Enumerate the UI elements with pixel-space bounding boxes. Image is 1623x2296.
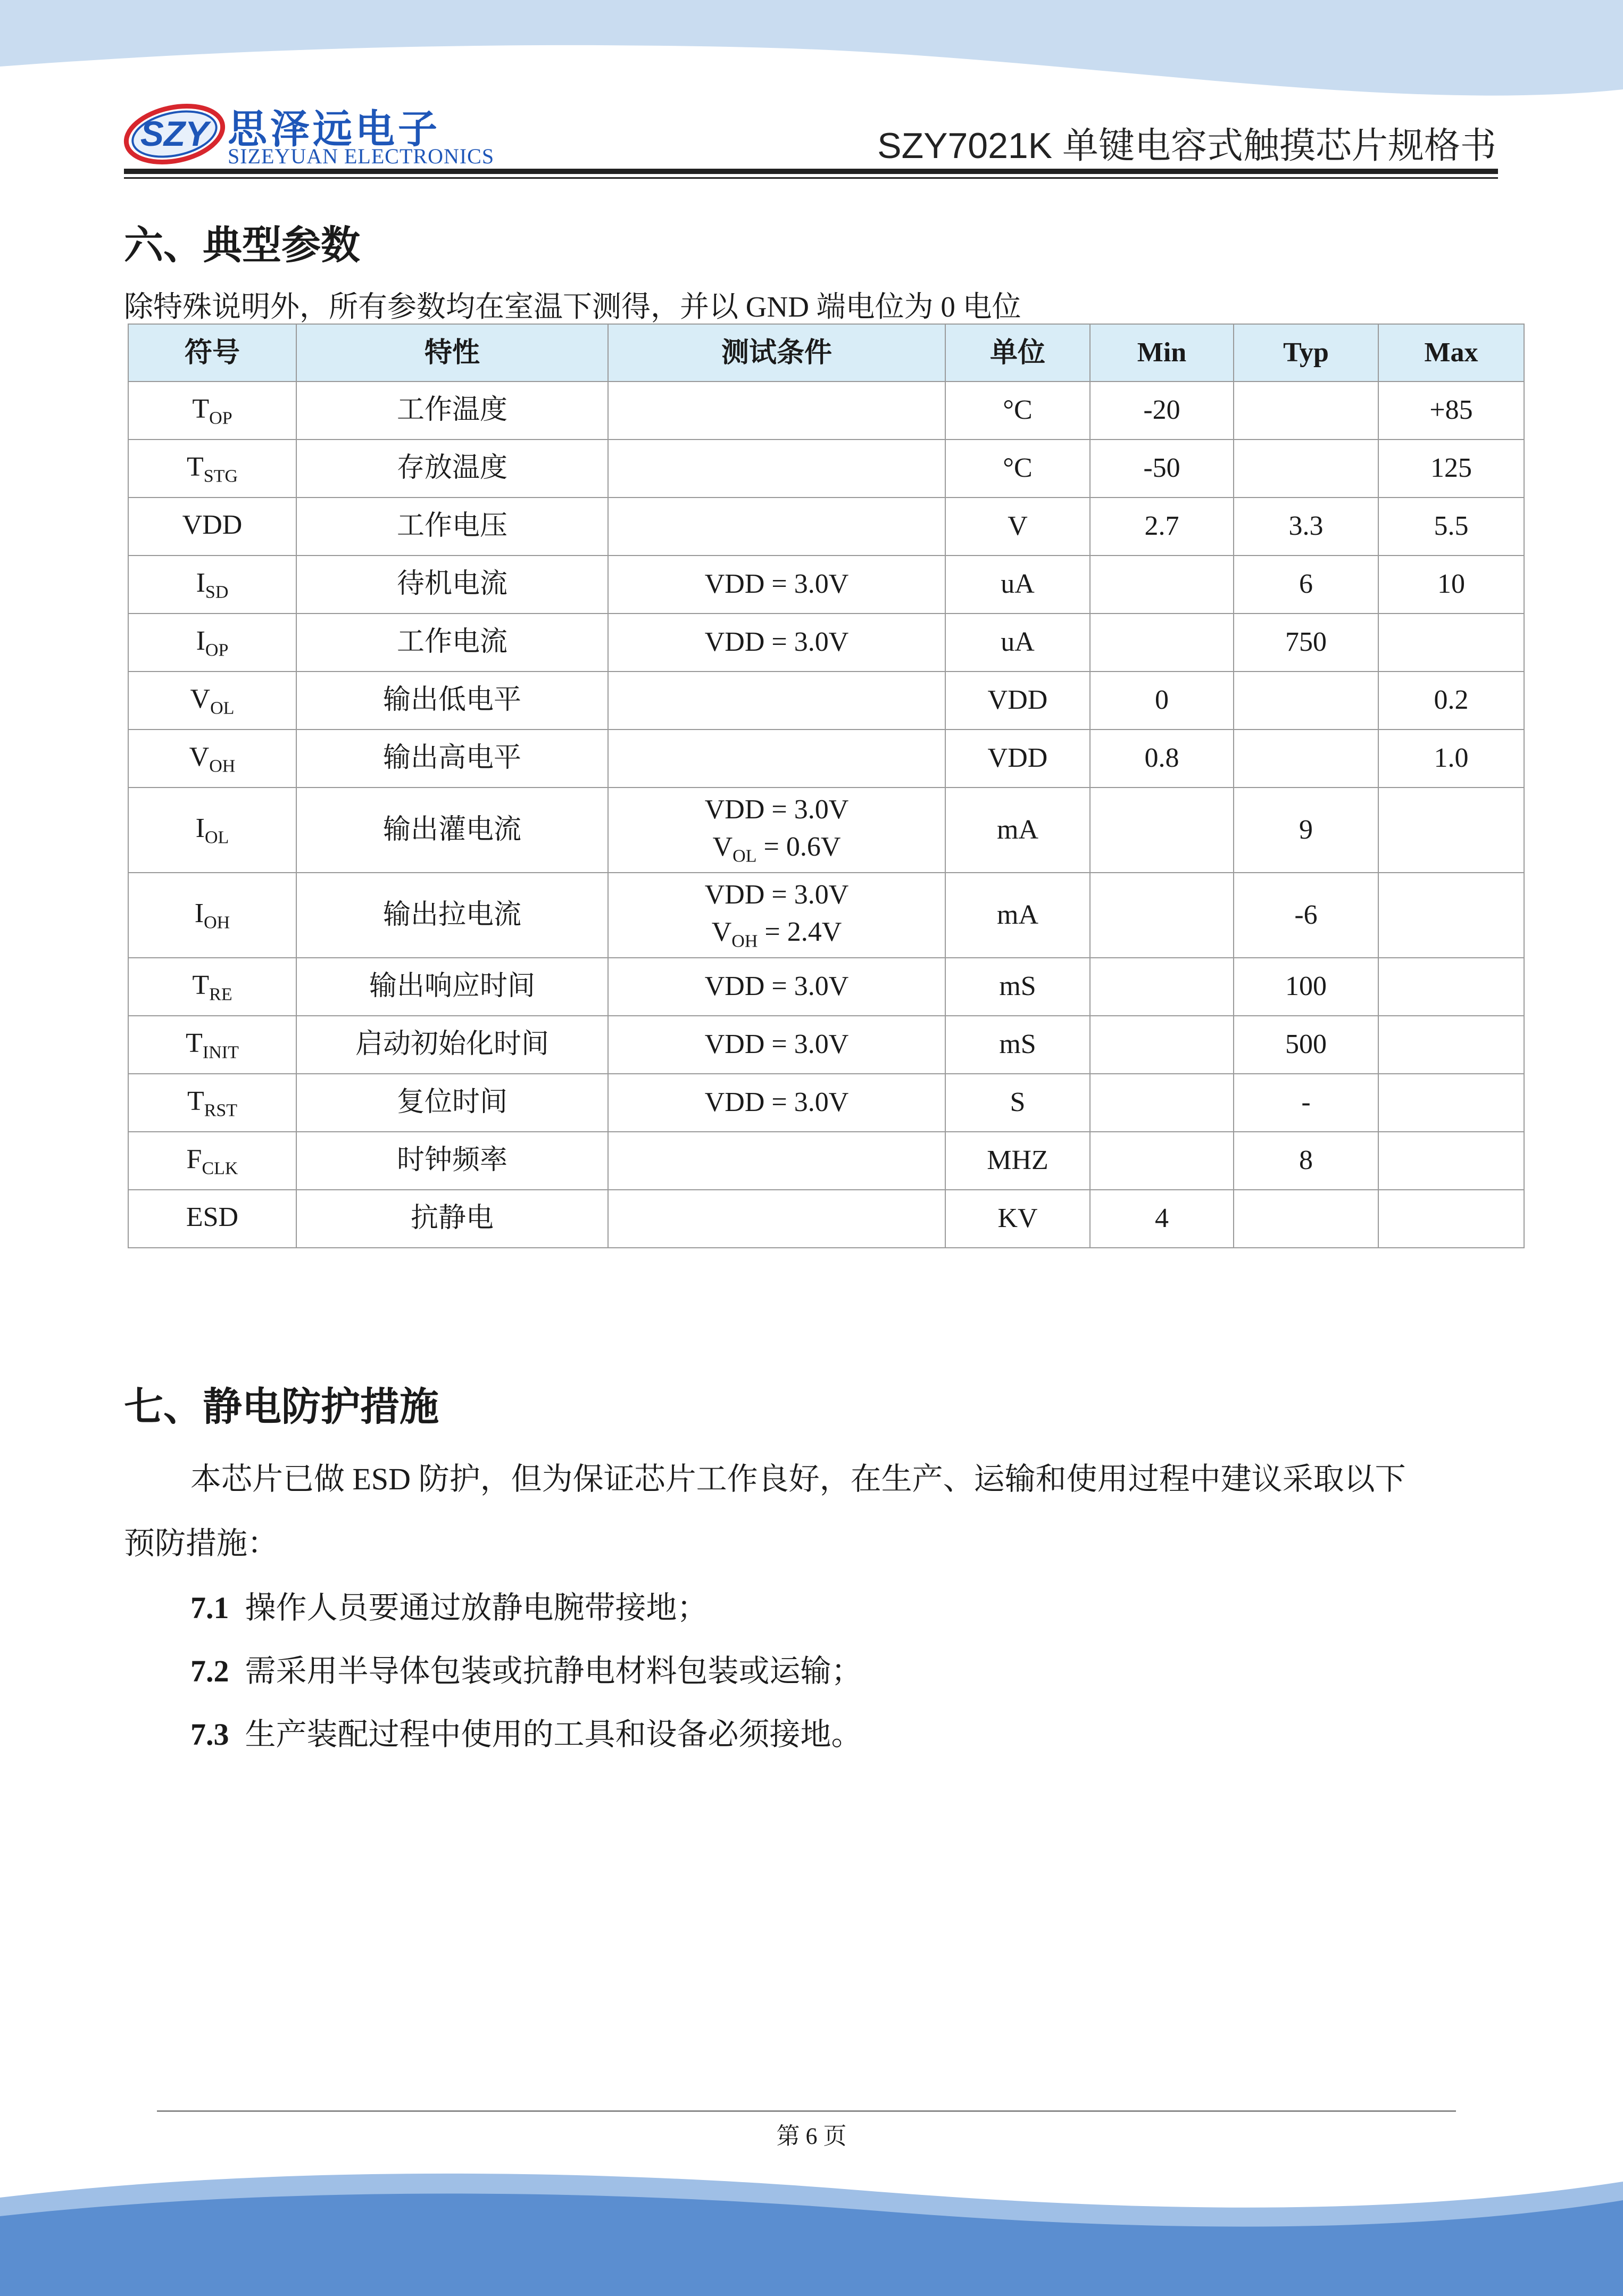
cell-min: 0 [1090, 672, 1234, 730]
condition-primary: VDD = 3.0V [704, 627, 849, 658]
symbol-subscript: CLK [202, 1158, 238, 1179]
column-header: 符号 [128, 324, 296, 382]
cell-condition [608, 1074, 945, 1132]
szy-logo-icon [121, 95, 228, 169]
list-item [190, 1582, 708, 1627]
cell-characteristic: 输出灌电流 [296, 788, 608, 873]
cell-typ [1234, 440, 1378, 498]
cell-symbol [128, 958, 296, 1016]
cell-characteristic: 工作电流 [296, 614, 608, 672]
cell-typ [1234, 730, 1378, 788]
cell-condition [608, 382, 945, 440]
table-row [128, 1016, 1524, 1074]
cell-characteristic: 复位时间 [296, 1074, 608, 1132]
table-header-row [128, 324, 1524, 382]
symbol-text: T [192, 393, 210, 424]
cell-unit: mS [945, 1016, 1090, 1074]
cell-unit: °C [945, 382, 1090, 440]
symbol-subscript: OL [205, 827, 229, 848]
list-item-number: 7.2 [190, 1654, 229, 1688]
cell-symbol [128, 440, 296, 498]
cell-max [1378, 1016, 1524, 1074]
list-item [190, 1646, 862, 1690]
cell-min: -50 [1090, 440, 1234, 498]
condition-primary: VDD = 3.0V [704, 880, 849, 910]
table-row [128, 440, 1524, 498]
table-row [128, 1132, 1524, 1190]
cell-characteristic: 待机电流 [296, 556, 608, 614]
cell-symbol [128, 1132, 296, 1190]
cell-typ: -6 [1234, 873, 1378, 958]
list-item-text: 操作人员要通过放静电腕带接地； [245, 1590, 708, 1625]
cell-typ: 9 [1234, 788, 1378, 873]
condition-secondary-value: = 2.4V [758, 917, 842, 948]
symbol-text: ESD [186, 1201, 239, 1232]
cell-symbol [128, 672, 296, 730]
table-row [128, 730, 1524, 788]
cell-min [1090, 873, 1234, 958]
cell-symbol [128, 873, 296, 958]
cell-max: +85 [1378, 382, 1524, 440]
cell-typ: 8 [1234, 1132, 1378, 1190]
list-item [190, 1709, 862, 1754]
bottom-wave-decoration [0, 2160, 1623, 2296]
table-body [128, 382, 1524, 1248]
list-item-number: 7.1 [190, 1590, 229, 1625]
symbol-subscript: OP [205, 640, 229, 660]
cell-min [1090, 788, 1234, 873]
table-row [128, 1074, 1524, 1132]
cell-characteristic: 抗静电 [296, 1190, 608, 1248]
cell-max: 5.5 [1378, 498, 1524, 556]
cell-typ: - [1234, 1074, 1378, 1132]
cell-condition [608, 498, 945, 556]
cell-condition [608, 1132, 945, 1190]
cell-unit: V [945, 498, 1090, 556]
cell-symbol [128, 556, 296, 614]
symbol-text: I [196, 567, 205, 598]
symbol-text: T [187, 1085, 204, 1116]
column-header: 特性 [296, 324, 608, 382]
cell-characteristic: 存放温度 [296, 440, 608, 498]
cell-characteristic: 输出拉电流 [296, 873, 608, 958]
logo-chinese-name: 思泽远电子 [228, 106, 440, 152]
cell-typ: 500 [1234, 1016, 1378, 1074]
cell-max [1378, 614, 1524, 672]
cell-characteristic: 启动初始化时间 [296, 1016, 608, 1074]
condition-secondary-subscript: OL [733, 846, 757, 866]
condition-secondary-subscript: OH [731, 931, 758, 951]
cell-symbol [128, 1190, 296, 1248]
cell-condition [608, 958, 945, 1016]
footer-rule [157, 2110, 1456, 2112]
cell-characteristic: 输出低电平 [296, 672, 608, 730]
symbol-subscript: SD [205, 582, 229, 602]
symbol-text: T [187, 451, 204, 482]
table-row [128, 556, 1524, 614]
list-item-number: 7.3 [190, 1717, 229, 1752]
condition-primary: VDD = 3.0V [704, 1029, 849, 1060]
cell-symbol [128, 614, 296, 672]
condition-primary: VDD = 3.0V [704, 971, 849, 1002]
column-header: Min [1090, 324, 1234, 382]
logo-mark-text: SZY [140, 114, 209, 153]
cell-typ: 3.3 [1234, 498, 1378, 556]
column-header: 测试条件 [608, 324, 945, 382]
symbol-subscript: RST [204, 1100, 238, 1121]
cell-unit: mA [945, 873, 1090, 958]
symbol-subscript: OL [210, 698, 235, 718]
cell-symbol [128, 382, 296, 440]
cell-typ: 100 [1234, 958, 1378, 1016]
section-7-paragraph-line1: 本芯片已做 ESD 防护，但为保证芯片工作良好，在生产、运输和使用过程中建议采取以下 [190, 1462, 1406, 1496]
page-number: 第 6 页 [776, 2123, 847, 2149]
header-rule-thick [124, 169, 1498, 174]
symbol-subscript: OH [209, 756, 236, 776]
cell-max: 1.0 [1378, 730, 1524, 788]
cell-condition [608, 788, 945, 873]
table-row [128, 958, 1524, 1016]
cell-unit: °C [945, 440, 1090, 498]
cell-typ: 6 [1234, 556, 1378, 614]
symbol-text: VDD [182, 509, 243, 540]
cell-condition [608, 1190, 945, 1248]
cell-characteristic: 工作电压 [296, 498, 608, 556]
cell-max: 125 [1378, 440, 1524, 498]
cell-min [1090, 1074, 1234, 1132]
cell-min: -20 [1090, 382, 1234, 440]
cell-max [1378, 1190, 1524, 1248]
cell-unit: uA [945, 556, 1090, 614]
symbol-text: I [196, 625, 205, 656]
cell-characteristic: 时钟频率 [296, 1132, 608, 1190]
table-row [128, 382, 1524, 440]
cell-symbol [128, 1016, 296, 1074]
header-rule-thin [124, 177, 1498, 179]
cell-min [1090, 958, 1234, 1016]
cell-condition [608, 556, 945, 614]
cell-min [1090, 556, 1234, 614]
cell-condition [608, 730, 945, 788]
table-row [128, 614, 1524, 672]
cell-min [1090, 614, 1234, 672]
cell-characteristic: 输出响应时间 [296, 958, 608, 1016]
logo-english-name: SIZEYUAN ELECTRONICS [228, 144, 495, 168]
condition-secondary-symbol: V [711, 917, 732, 948]
cell-unit: VDD [945, 672, 1090, 730]
cell-typ: 750 [1234, 614, 1378, 672]
cell-min [1090, 1016, 1234, 1074]
cell-typ [1234, 672, 1378, 730]
cell-symbol [128, 730, 296, 788]
cell-condition [608, 1016, 945, 1074]
cell-symbol [128, 788, 296, 873]
symbol-text: F [186, 1143, 202, 1174]
condition-primary: VDD = 3.0V [704, 1087, 849, 1118]
column-header: 单位 [945, 324, 1090, 382]
condition-secondary-value: = 0.6V [756, 832, 841, 863]
symbol-text: V [190, 683, 211, 714]
cell-unit: S [945, 1074, 1090, 1132]
condition-primary: VDD = 3.0V [704, 569, 849, 600]
column-header: Typ [1234, 324, 1378, 382]
cell-condition [608, 873, 945, 958]
symbol-text: I [194, 898, 204, 929]
table-row [128, 672, 1524, 730]
cell-unit: uA [945, 614, 1090, 672]
symbol-text: I [195, 813, 205, 844]
list-item-text: 生产装配过程中使用的工具和设备必须接地。 [245, 1717, 862, 1752]
column-header: Max [1378, 324, 1524, 382]
cell-typ [1234, 1190, 1378, 1248]
cell-unit: mS [945, 958, 1090, 1016]
condition-secondary-symbol: V [712, 832, 733, 863]
cell-condition [608, 614, 945, 672]
cell-min [1090, 1132, 1234, 1190]
cell-characteristic: 输出高电平 [296, 730, 608, 788]
cell-unit: KV [945, 1190, 1090, 1248]
cell-max [1378, 958, 1524, 1016]
cell-min: 0.8 [1090, 730, 1234, 788]
symbol-subscript: INIT [202, 1042, 239, 1063]
cell-unit: VDD [945, 730, 1090, 788]
document-title: SZY7021K 单键电容式触摸芯片规格书 [877, 126, 1496, 166]
cell-max [1378, 1132, 1524, 1190]
symbol-subscript: OH [204, 913, 230, 933]
symbol-text: T [192, 969, 210, 1000]
company-logo [121, 95, 495, 169]
cell-max: 10 [1378, 556, 1524, 614]
cell-max: 0.2 [1378, 672, 1524, 730]
condition-primary: VDD = 3.0V [704, 794, 849, 825]
top-wave-decoration [0, 0, 1623, 106]
symbol-subscript: STG [203, 466, 238, 486]
symbol-text: V [189, 741, 210, 772]
cell-min: 2.7 [1090, 498, 1234, 556]
symbol-subscript: RE [209, 984, 232, 1005]
cell-unit: mA [945, 788, 1090, 873]
cell-condition [608, 440, 945, 498]
parameters-table [128, 324, 1525, 1248]
table-row [128, 788, 1524, 873]
list-item-text: 需采用半导体包装或抗静电材料包装或运输； [245, 1654, 862, 1688]
cell-typ [1234, 382, 1378, 440]
section-7-title: 七、静电防护措施 [124, 1384, 439, 1430]
section-6-intro: 除特殊说明外，所有参数均在室温下测得，并以 GND 端电位为 0 电位 [124, 291, 1021, 323]
cell-characteristic: 工作温度 [296, 382, 608, 440]
table-row [128, 498, 1524, 556]
symbol-subscript: OP [209, 408, 232, 428]
cell-max [1378, 873, 1524, 958]
cell-unit: MHZ [945, 1132, 1090, 1190]
cell-max [1378, 788, 1524, 873]
table-row [128, 1190, 1524, 1248]
section-7-paragraph-line2: 预防措施： [124, 1526, 279, 1561]
table-row [128, 873, 1524, 958]
cell-condition [608, 672, 945, 730]
cell-max [1378, 1074, 1524, 1132]
cell-min: 4 [1090, 1190, 1234, 1248]
cell-symbol [128, 498, 296, 556]
cell-symbol [128, 1074, 296, 1132]
section-6-title: 六、典型参数 [124, 222, 360, 268]
symbol-text: T [186, 1027, 203, 1058]
